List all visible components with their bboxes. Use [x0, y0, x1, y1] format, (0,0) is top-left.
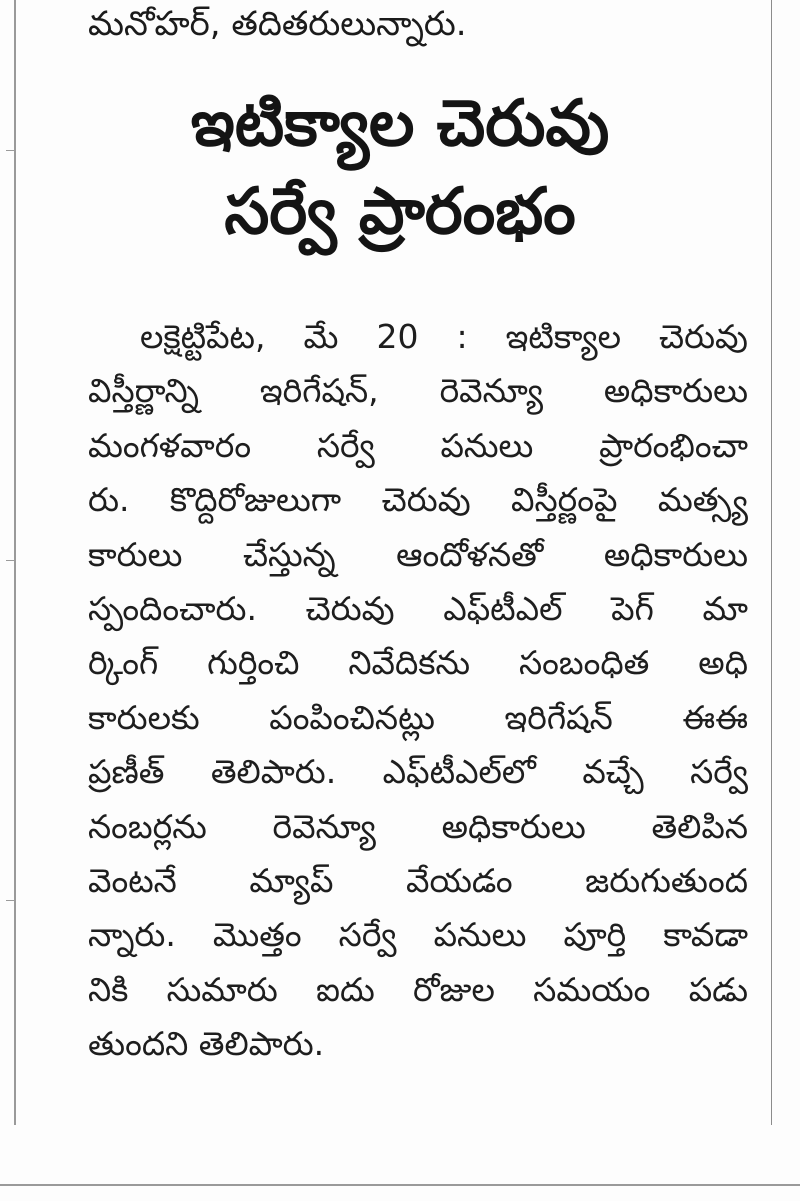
- right-column-rule: [771, 0, 772, 1125]
- body-line: స్పందించారు. చెరువు ఎఫ్‌టీఎల్ పెగ్ మా: [88, 588, 748, 628]
- body-line: కారులకు పంపించినట్లు ఇరిగేషన్ ఈఈ: [88, 697, 748, 737]
- headline-line-2: సర్వే ప్రారంభం: [224, 175, 576, 249]
- left-rule-tick: [6, 900, 14, 901]
- left-column-rule: [14, 0, 16, 1125]
- body-line: ర్కింగ్ గుర్తించి నివేదికను సంబంధిత అధి: [88, 643, 748, 683]
- body-line: వెంటనే మ్యాప్ వేయడం జరుగుతుంద: [88, 860, 748, 900]
- left-rule-tick: [6, 560, 14, 561]
- body-line: కారులు చేస్తున్న ఆందోళనతో అధికారులు: [88, 534, 748, 574]
- left-rule-tick: [6, 150, 14, 151]
- body-line: తుందని తెలిపారు.: [88, 1024, 325, 1064]
- body-line: రు. కొద్దిరోజులుగా చెరువు విస్తీర్ణంపై మత్స్య: [88, 480, 748, 520]
- body-line: నంబర్లను రెవెన్యూ అధికారులు తెలిపిన: [88, 806, 748, 846]
- body-line: మంగళవారం సర్వే పనులు ప్రారంభించా: [88, 425, 748, 465]
- body-line: విస్తీర్ణాన్ని ఇరిగేషన్, రెవెన్యూ అధికారులు: [88, 371, 748, 411]
- article-body: [88, 310, 748, 1071]
- body-line: ప్రణీత్ తెలిపారు. ఎఫ్‌టీఎల్‌లో వచ్చే సర్వే: [88, 752, 748, 792]
- previous-article-tail: మనోహర్, తదితరులున్నారు.: [88, 4, 467, 44]
- body-line: న్నారు. మొత్తం సర్వే పనులు పూర్తి కావడా: [88, 915, 748, 955]
- bottom-rule: [0, 1184, 800, 1186]
- body-line: లక్షెట్టిపేట, మే 20 : ఇటిక్యాల చెరువు: [140, 317, 748, 356]
- body-line: నికి సుమారు ఐదు రోజుల సమయం పడు: [88, 969, 748, 1009]
- article-headline: [40, 80, 760, 256]
- headline-line-1: ఇటిక్యాల చెరువు: [190, 87, 610, 161]
